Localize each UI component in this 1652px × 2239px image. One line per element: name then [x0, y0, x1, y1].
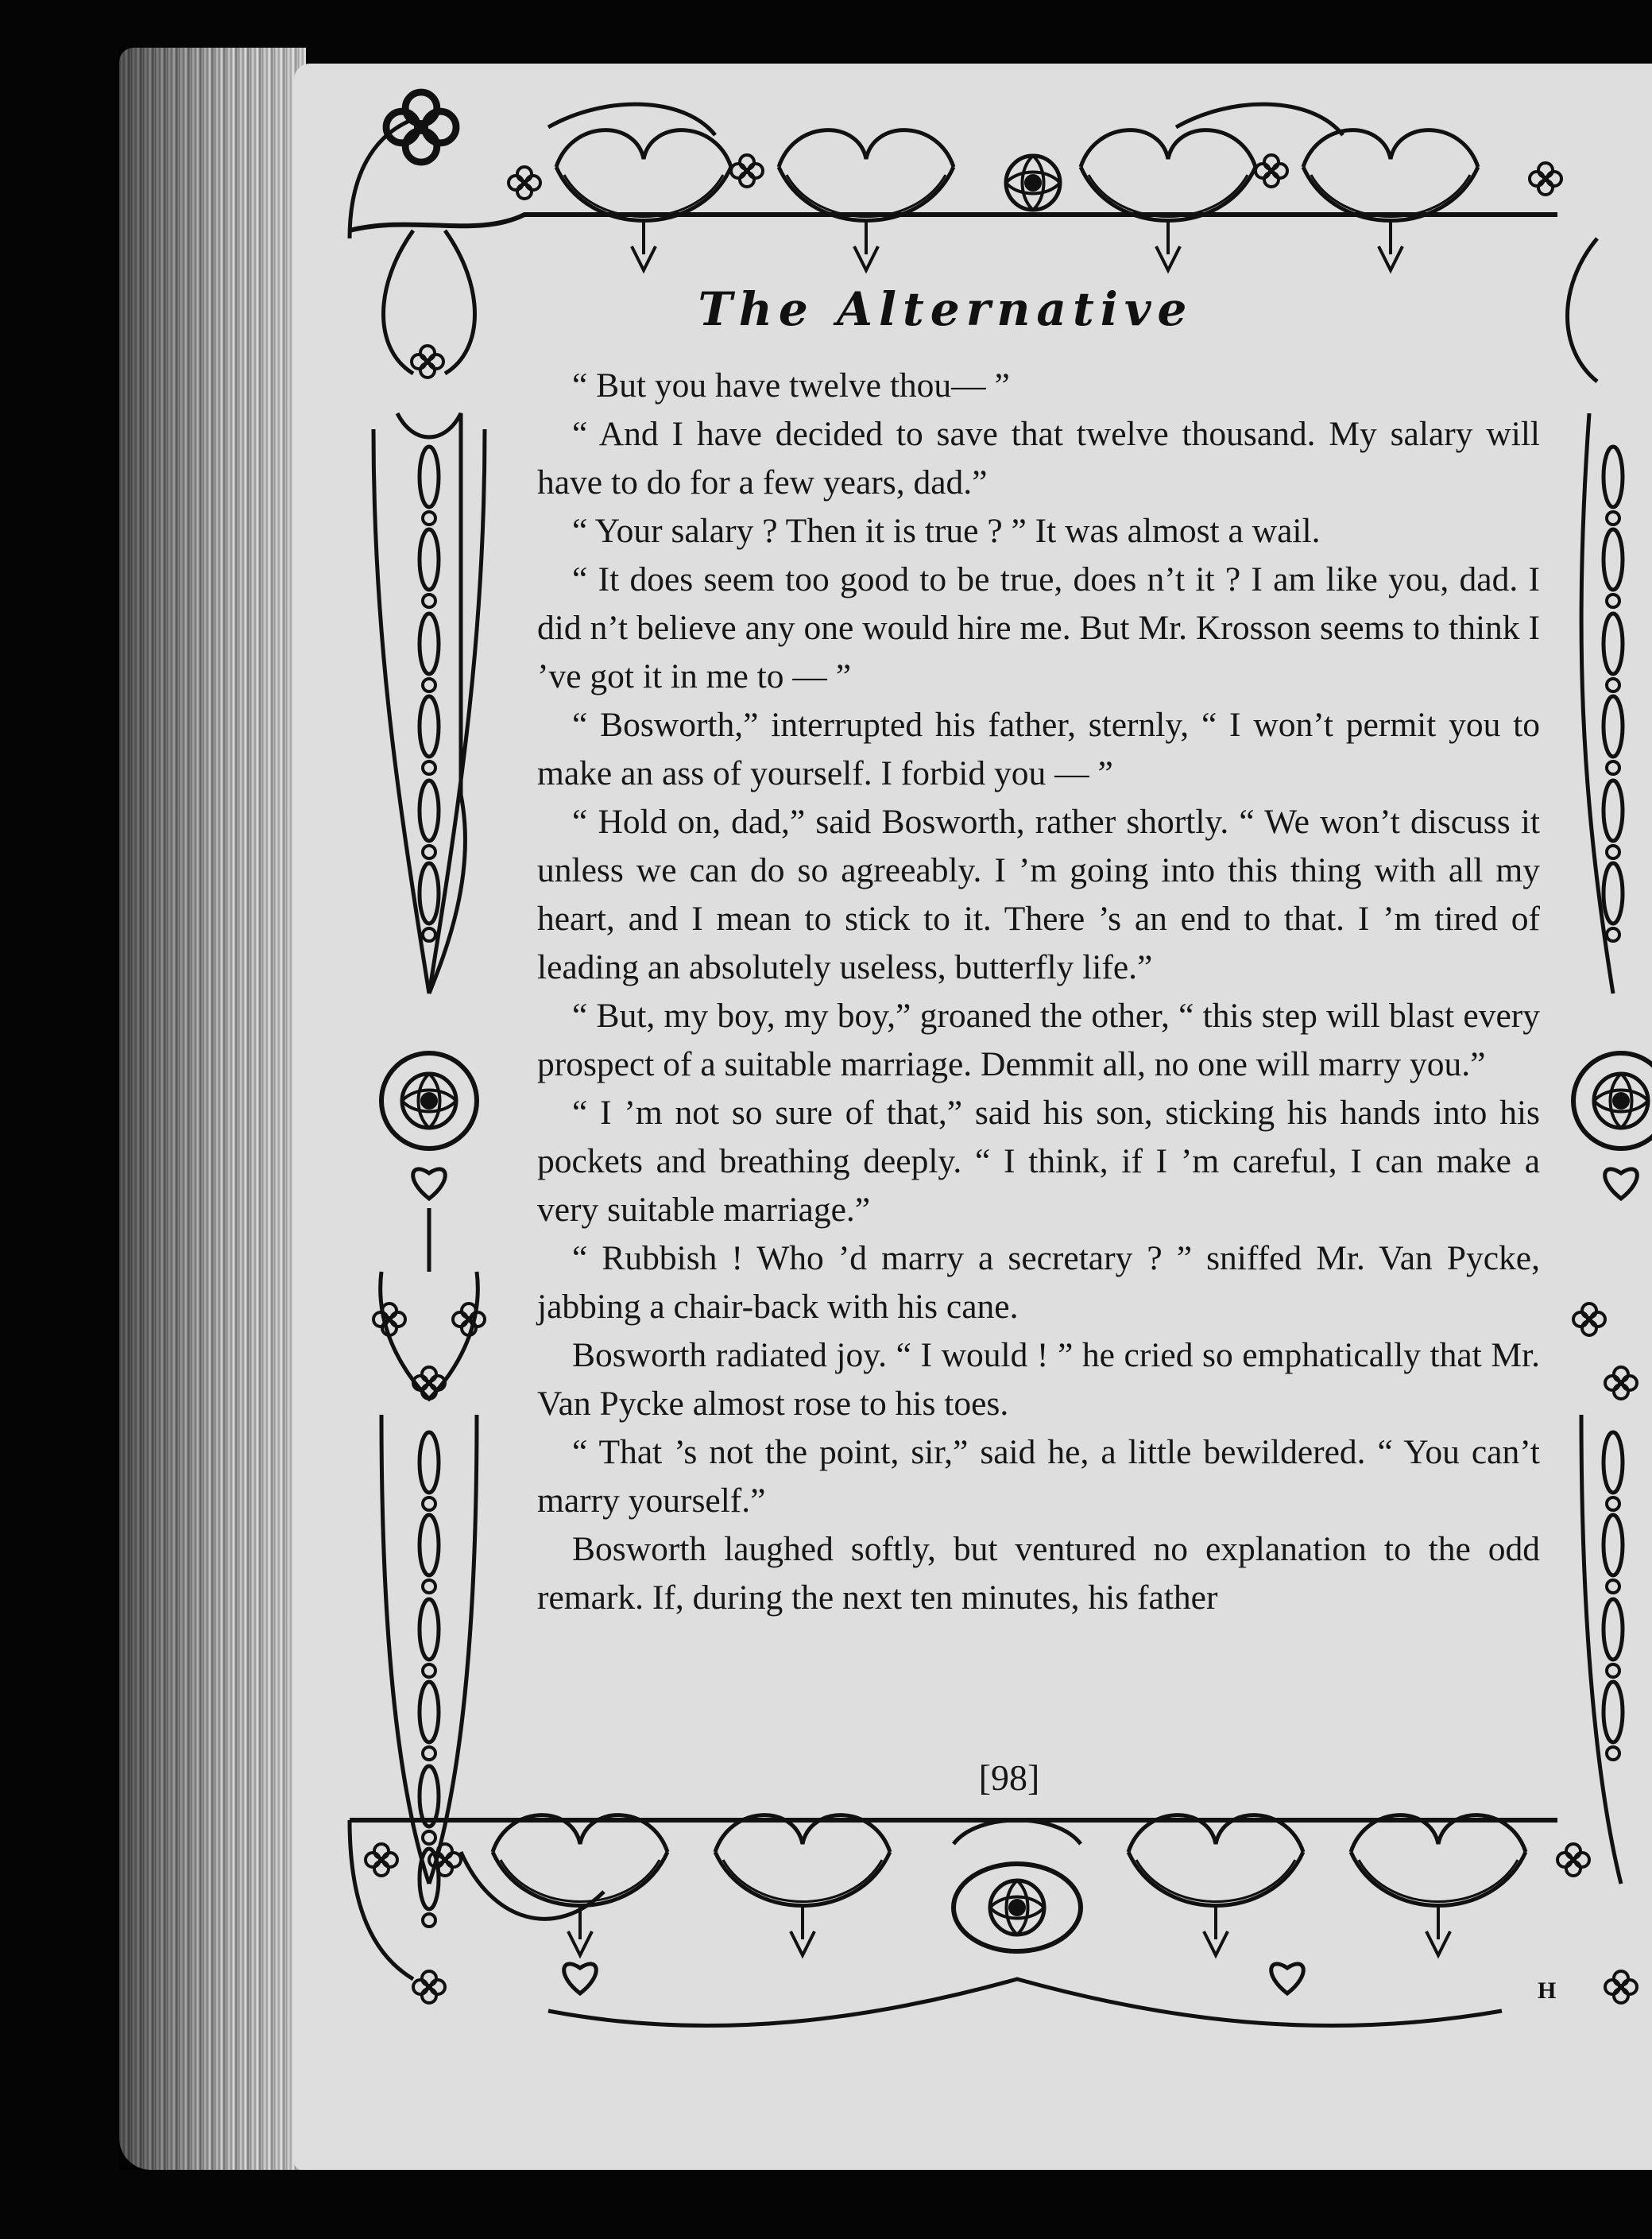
paragraph: “ It does seem too good to be true, does n’t it ? I am like you, dad. I did n’t believe any one would hire me. But Mr. Krosson seems to think I ’ve got it in me to — ” — [537, 560, 1540, 695]
page-number: [98] — [978, 1757, 1040, 1798]
paragraph: Bosworth radiated joy. “ I would ! ” he cried so emphatically that Mr. Van Pycke almost rose to his toes. — [537, 1336, 1540, 1423]
paragraph: “ But you have twelve thou— ” — [572, 366, 1010, 405]
top-border — [350, 92, 1561, 270]
paragraph: “ Bosworth,” interrupted his father, sternly, “ I won’t permit you to make an ass of yourself. I forbid you — ” — [537, 706, 1540, 792]
paragraph: “ And I have decided to save that twelve thousand. My salary will have to do for a few years, dad.” — [537, 415, 1540, 502]
paragraph: “ Your salary ? Then it is true ? ” It was almost a wail. — [572, 512, 1321, 550]
paragraph: “ Rubbish ! Who ’d marry a secretary ? ” sniffed Mr. Van Pycke, jabbing a chair-back with his cane. — [537, 1239, 1540, 1326]
body-text — [537, 362, 1540, 1622]
paragraph: “ Hold on, dad,” said Bosworth, rather shortly. “ We won’t discuss it unless we can do so agreeably. I ’m going into this thing with all my heart, and I mean to stick to it. There ’s an end to that. I ’m tired of leading an absolutely useless, butterfly life.” — [537, 803, 1540, 986]
chapter-title: The Alternative — [698, 282, 1194, 336]
bottom-border — [350, 1815, 1637, 2026]
paragraph: Bosworth laughed softly, but ventured no explanation to the odd remark. If, during the next ten minutes, his father — [537, 1530, 1540, 1617]
artist-initial: H — [1538, 1978, 1557, 2004]
paragraph: “ I ’m not so sure of that,” said his son, sticking his hands into his pockets and breathing deeply. “ I think, if I ’m careful, I can make a very suitable marriage.” — [537, 1094, 1540, 1229]
right-border — [1568, 238, 1652, 1884]
left-border — [373, 230, 485, 1927]
paragraph: “ But, my boy, my boy,” groaned the other, “ this step will blast every prospect of a suitable marriage. Demmit all, no one will marry you.” — [537, 997, 1540, 1083]
paragraph: “ That ’s not the point, sir,” said he, a little bewildered. “ You can’t marry yourself.” — [537, 1433, 1540, 1520]
